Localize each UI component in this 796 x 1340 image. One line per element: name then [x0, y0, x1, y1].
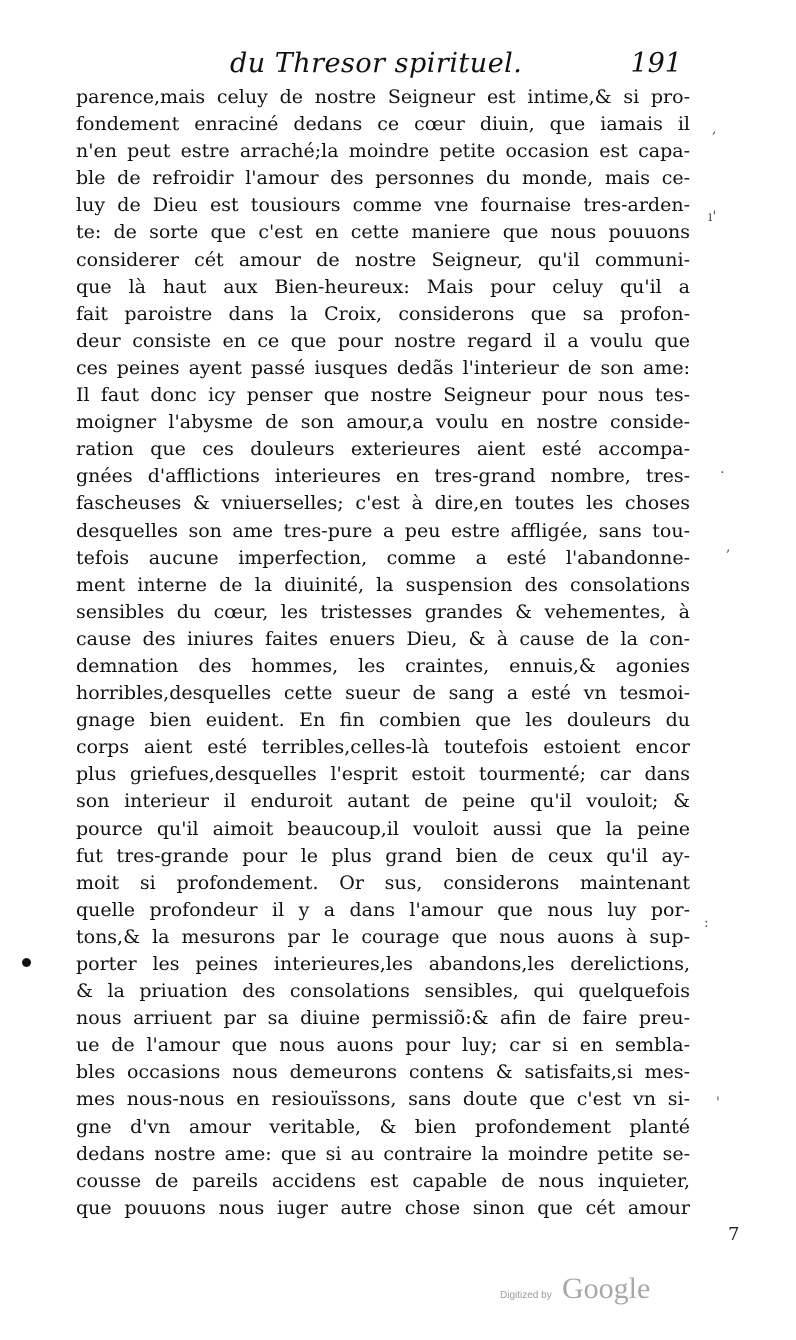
- text-line: corps aient esté terribles,celles-là toutefois estoient encor: [76, 736, 690, 759]
- text-line: dedans nostre ame: que si au contraire la moindre petite se-: [76, 1142, 690, 1165]
- text-line: cousse de pareils accidens est capable de nous inquieter,: [76, 1169, 690, 1192]
- running-title: du Thresor spirituel.: [230, 48, 523, 79]
- text-line: pource qu'il aimoit beaucoup,il vouloit aussi que la peine: [76, 817, 690, 840]
- text-line: deur consiste en ce que pour nostre regard il a voulu que: [76, 329, 690, 352]
- body-text: [76, 84, 690, 1222]
- text-line: considerer cét amour de nostre Seigneur, qu'il communi-: [76, 248, 690, 271]
- text-line: Il faut donc icy penser que nostre Seigneur pour nous tes-: [76, 384, 690, 407]
- text-line: gnées d'afflictions interieures en tres-grand nombre, tres-: [76, 465, 690, 488]
- running-head: [226, 48, 686, 88]
- text-line: horribles,desquelles cette sueur de sang a esté vn tesmoi-: [76, 682, 690, 705]
- text-line: demnation des hommes, les craintes, ennuis,& agonies: [76, 654, 690, 677]
- text-line: te: de sorte que c'est en cette maniere que nous pouuons: [76, 221, 690, 244]
- watermark-small-text: Digitized by: [500, 1290, 552, 1301]
- text-line: son interieur il enduroit autant de peine qu'il vouloit; &: [76, 790, 690, 813]
- text-line: nous arriuent par sa diuine permissiõ:& afin de faire preu-: [76, 1007, 690, 1030]
- text-line: sensibles du cœur, les tristesses grandes & vehementes, à: [76, 600, 690, 623]
- page-number: 191: [630, 48, 682, 79]
- text-line: n'en peut estre arraché;la moindre petite occasion est capa-: [76, 140, 690, 163]
- ink-blot-mark: [22, 958, 31, 967]
- text-line: ue de l'amour que nous auons pour luy; car si en sembla-: [76, 1034, 690, 1057]
- text-line: bles occasions nous demeurons contens & satisfaits,si mes-: [76, 1061, 690, 1084]
- text-line: gne d'vn amour veritable, & bien profondement planté: [76, 1115, 690, 1138]
- text-line: desquelles son ame tres-pure a peu estre affligée, sans tou-: [76, 519, 690, 542]
- text-line: fut tres-grande pour le plus grand bien de ceux qu'il ay-: [76, 844, 690, 867]
- text-line: moit si profondement. Or sus, considerons maintenant: [76, 871, 690, 894]
- text-line: tons,& la mesurons par le courage que nous auons à sup-: [76, 925, 690, 948]
- text-line: moigner l'abysme de son amour,a voulu en nostre conside-: [76, 411, 690, 434]
- margin-speck-mark: ı': [708, 209, 717, 225]
- text-line: fondement enraciné dedans ce cœur diuin, que iamais il: [76, 113, 690, 136]
- text-line: fascheuses & vniuerselles; c'est à dire,en toutes les choses: [76, 492, 690, 515]
- text-line: ment interne de la diuinité, la suspension des consolations: [76, 573, 690, 596]
- margin-speck-mark: 7: [728, 1224, 740, 1245]
- margin-speck-mark: :: [704, 915, 709, 931]
- text-line: tefois aucune imperfection, comme a esté l'abandonne-: [76, 546, 690, 569]
- text-line: ble de refroidir l'amour des personnes du monde, mais ce-: [76, 167, 690, 190]
- text-line: luy de Dieu est tousiours comme vne fournaise tres-arden-: [76, 194, 690, 217]
- text-line: cause des iniures faites enuers Dieu, & à cause de la con-: [76, 627, 690, 650]
- text-line: que là haut aux Bien-heureux: Mais pour celuy qu'il a: [76, 275, 690, 298]
- text-line: ration que ces douleurs exterieures aient esté accompa-: [76, 438, 690, 461]
- text-line: fait paroistre dans la Croix, considerons que sa profon-: [76, 302, 690, 325]
- margin-speck-mark: ,: [712, 121, 717, 137]
- text-line: plus griefues,desquelles l'esprit estoit tourmenté; car dans: [76, 763, 690, 786]
- margin-speck-mark: ': [716, 1095, 720, 1111]
- text-line: ces peines ayent passé iusques dedãs l'interieur de son ame:: [76, 356, 690, 379]
- text-line: quelle profondeur il y a dans l'amour que nous luy por-: [76, 898, 690, 921]
- text-line: gnage bien euident. En fin combien que les douleurs du: [76, 709, 690, 732]
- margin-speck-mark: ,: [726, 539, 731, 555]
- google-wordmark: Google: [562, 1272, 651, 1305]
- text-line: mes nous-nous en resiouïssons, sans doute que c'est vn si-: [76, 1088, 690, 1111]
- text-line: porter les peines interieures,les abandons,les derelictions,: [76, 953, 690, 975]
- text-line: & la priuation des consolations sensibles, qui quelquefois: [76, 980, 690, 1003]
- digitized-by-google-watermark: [500, 1272, 670, 1312]
- text-line: parence,mais celuy de nostre Seigneur est intime,& si pro-: [76, 86, 690, 108]
- text-line: que pouuons nous iuger autre chose sinon que cét amour: [76, 1196, 690, 1219]
- margin-speck-mark: .: [720, 461, 725, 477]
